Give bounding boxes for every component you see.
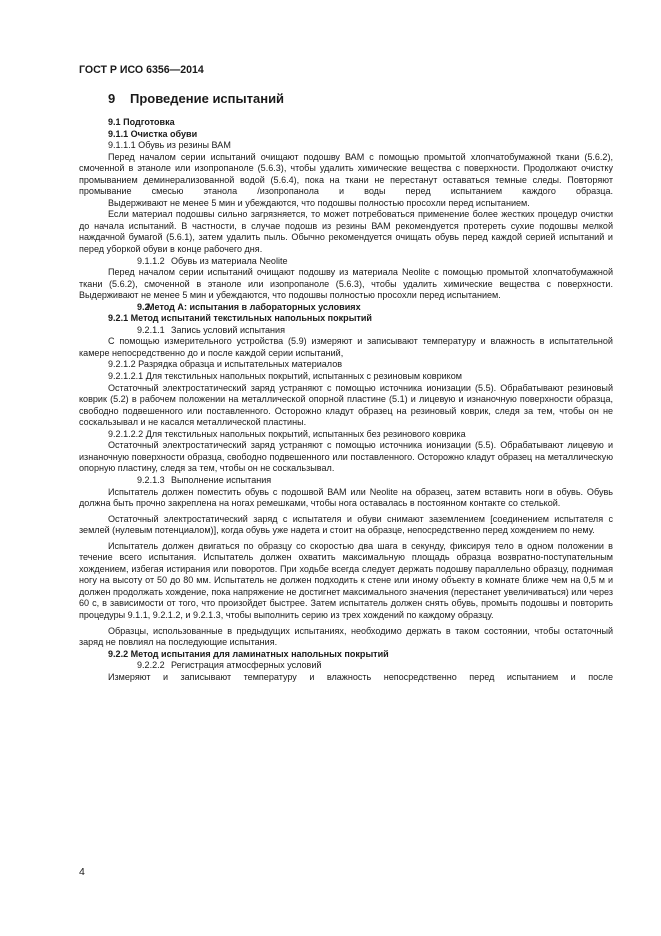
clause-heading: 9.2.1.2 Разрядка образца и испытательных материалов [108, 359, 343, 370]
clause-number: 9.2 [137, 301, 150, 312]
clause-number: 9.1.1.2 [137, 255, 165, 266]
clause-number: 9.2.1.3 [137, 474, 165, 485]
clause-heading: 9.2.1.2.2 Для текстильных напольных покрытий, испытанных без резинового коврика [108, 428, 466, 439]
paragraph: Испытатель должен двигаться по образцу со скоростью два шага в секунду, фиксируя тело в одном положении в течение всего испытания. Испытатель должен охватить максимальную площадь образца возвратно-поступательным хождением, избегая истирания или поворотов. При ходьбе всегда следует держать подошву параллельно образцу, поднимая ногу на высоту от 50 до 80 мм. Испытатель не должен подходить к стене или иному объекту в комнате ближе чем на 0,5 м и должен продолжать хождение, пока напряжение не достигнет максимального значения (перестанет увеличиваться) или через 60 с, в зависимости от того, что произойдет быстрее. Затем испытатель должен снять обувь, промыть подошвы и повторить процедуры 9.1.1, 9.2.1.2, и 9.2.1.3, чтобы выполнить серию из трех хождений по каждому образцу. [79, 540, 613, 620]
paragraph: Если материал подошвы сильно загрязняется, то может потребоваться применение более жестких процедур очистки до начала испытаний. В частности, в случае подошв из резины ВАМ рекомендуется протереть сухие подошвы мелкой наждачной бумагой (5.6.1), затем удалить пыль. Обычно рекомендуется очищать обувь перед каждой серией испытаний и перед уборкой обуви в конце рабочего дня. [79, 209, 613, 255]
clause-title: Запись условий испытания [171, 324, 285, 335]
clause-heading: 9.1.1.1 Обувь из резины ВАМ [108, 140, 231, 151]
clause-heading [79, 475, 613, 487]
paragraph: Испытатель должен поместить обувь с подошвой ВАМ или Neolite на образец, затем вставить ноги в обувь. Обувь должна быть прочно закреплена на ногах ремешками, чтобы нога оставалась в постоянном контакте со стелькой. [79, 486, 613, 509]
paragraph: Остаточный электростатический заряд устраняют с помощью источника ионизации (5.5). Обрабатывают лицевую и изнаночную поверхности образца, свободно подвешенного или поставленного. Осторожно кладут образец на металлическую опорную пластину, следя за тем, чтобы он не соскальзывал. [79, 440, 613, 474]
subsection-heading: 9.1 Подготовка [108, 117, 175, 127]
clause-number: 9.2.1.1 [137, 324, 165, 335]
paragraph: С помощью измерительного устройства (5.9) измеряют и записывают температуру и влажность в испытательной камере непосредственно до и после каждой серии испытаний, [79, 336, 613, 358]
paragraph: Остаточный электростатический заряд с испытателя и обуви снимают заземлением [соединением испытателя с землей (нулевым потенциалом)], когда обувь уже надета и стоит на образце, непосредственно перед хождением по нему. [79, 513, 613, 536]
section-number: 9 [108, 91, 116, 106]
clause-title: Выполнение испытания [171, 474, 272, 485]
clause-heading: 9.2.1.2.1 Для текстильных напольных покрытий, испытанных с резиновым ковриком [108, 371, 462, 382]
document-body [79, 117, 613, 683]
section-heading [108, 91, 284, 106]
subsection-heading: 9.2.2 Метод испытания для ламинатных напольных покрытий [108, 648, 389, 659]
paragraph: Остаточный электростатический заряд устраняют с помощью источника ионизации (5.5). Обрабатывают резиновый коврик (5.2) в рабочем положении на металлической опорной пластине (5.1) и лицевую и изнаночную поверхности образца, свободно подвешенного или поставленного. Осторожно кладут образец на резиновый коврик, следя за тем, чтобы он не соскальзывал и не касался металлической пластины. [79, 382, 613, 428]
paragraph: Выдерживают не менее 5 мин и убеждаются, что подошвы полностью просохли перед испытанием. [108, 197, 530, 208]
clause-title: Метод А: испытания в лабораторных условиях [147, 301, 361, 312]
clause-heading [79, 325, 613, 337]
paragraph: Перед началом серии испытаний очищают подошву из материала Neolite с помощью промытой хлопчатобумажной ткани (5.6.2), смоченной в этаноле или изопропаноле (5.6.3), чтобы удалить химические вещества с поверхности. Выдерживают не менее 5 мин и убеждаются, что подошвы полностью просохли перед испытанием. [79, 267, 613, 301]
section-title: Проведение испытаний [130, 91, 285, 106]
clause-number: 9.2.2.2 [137, 660, 165, 671]
subsection-heading [79, 302, 613, 314]
paragraph: Измеряют и записывают температуру и влажность непосредственно перед испытанием и после [108, 671, 613, 682]
clause-heading [79, 660, 613, 672]
clause-title: Обувь из материала Neolite [171, 255, 288, 266]
page-number: 4 [79, 866, 85, 878]
clause-heading [79, 256, 613, 268]
paragraph: Образцы, использованные в предыдущих испытаниях, необходимо держать в таком состоянии, чтобы остаточный заряд не повлиял на последующие испытания. [79, 625, 613, 648]
running-header: ГОСТ Р ИСО 6356—2014 [79, 64, 204, 76]
clause-title: Регистрация атмосферных условий [171, 660, 322, 671]
subsection-heading: 9.1.1 Очистка обуви [108, 128, 198, 139]
paragraph: Перед началом серии испытаний очищают подошву ВАМ с помощью промытой хлопчатобумажной ткани (5.6.2), смоченной в этаноле или изопропаноле (5.6.3), чтобы удалить химические вещества с поверхности. Продолжают очистку промыванием деминерализованной водой (5.6.4), пока на ткани не перестанут оставаться темные следы. Повторяют промывание смесью этанола /изопропанола и воды перед испытанием каждого образца. [79, 151, 613, 197]
subsection-heading: 9.2.1 Метод испытаний текстильных напольных покрытий [108, 313, 372, 324]
